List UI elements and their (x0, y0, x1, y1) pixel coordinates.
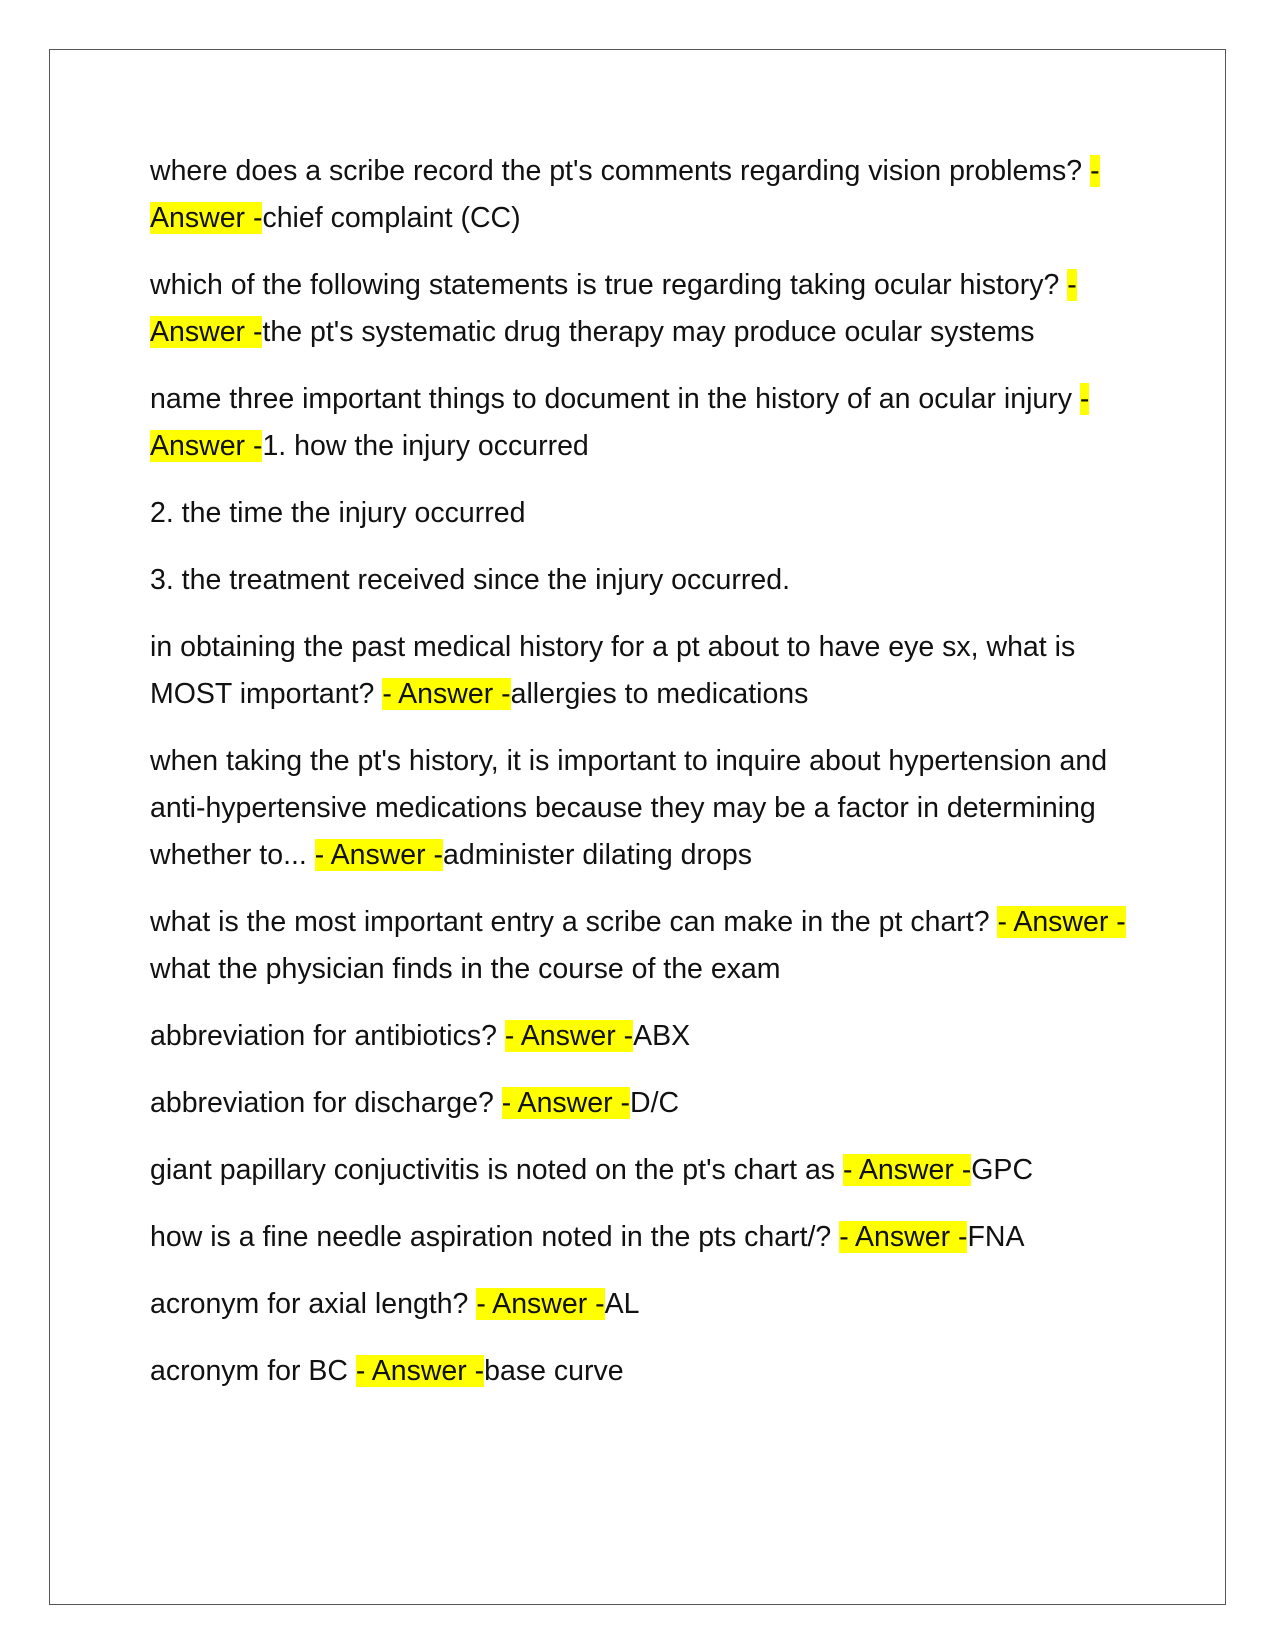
answer-marker: - Answer - (504, 1020, 634, 1052)
question-text: which of the following statements is true regarding taking ocular history? (150, 269, 1068, 301)
answer-text: AL (604, 1288, 640, 1320)
answer-marker: - Answer - (150, 269, 1077, 348)
answer-text: D/C (630, 1087, 680, 1119)
question-text: how is a fine needle aspiration noted in the pts chart/? (150, 1221, 840, 1253)
question-text: name three important things to document in the history of an ocular injury (150, 383, 1080, 415)
qa-item (150, 1080, 1130, 1127)
qa-item (150, 738, 1130, 879)
answer-marker: - Answer - (355, 1355, 485, 1387)
question-text: abbreviation for discharge? (150, 1087, 502, 1119)
answer-continuation: 3. the treatment received since the injury occurred. (150, 564, 790, 596)
question-text: when taking the pt's history, it is important to inquire about hypertension and anti-hypertensive medications because they may be a factor in determining whether to... (150, 745, 1108, 871)
answer-text: 1. how the injury occurred (262, 430, 589, 462)
qa-item (150, 1214, 1130, 1261)
answer-marker: - Answer - (997, 906, 1126, 938)
qa-item (150, 1348, 1130, 1395)
answer-marker: - Answer - (839, 1221, 968, 1253)
qa-item (150, 899, 1130, 993)
question-text: in obtaining the past medical history for a pt about to have eye sx, what is MOST important? (150, 631, 1076, 710)
answer-text: what the physician finds in the course of the exam (150, 953, 781, 985)
document-body (150, 148, 1130, 1415)
qa-item (150, 1147, 1130, 1194)
qa-item (150, 148, 1130, 242)
question-text: acronym for BC (150, 1355, 356, 1387)
answer-marker: - Answer - (314, 839, 444, 871)
question-text: where does a scribe record the pt's comments regarding vision problems? (150, 155, 1091, 187)
qa-item (150, 1281, 1130, 1328)
answer-text: GPC (971, 1154, 1034, 1186)
answer-marker: - Answer - (476, 1288, 605, 1320)
question-text: acronym for axial length? (150, 1288, 477, 1320)
answer-text: the pt's systematic drug therapy may produce ocular systems (262, 316, 1035, 348)
answer-marker: - Answer - (382, 678, 511, 710)
answer-marker: - Answer - (150, 155, 1100, 234)
answer-marker: - Answer - (842, 1154, 972, 1186)
answer-text: ABX (633, 1020, 691, 1052)
qa-item (150, 376, 1130, 470)
answer-text: administer dilating drops (443, 839, 752, 871)
answer-continuation: 2. the time the injury occurred (150, 497, 526, 529)
answer-text: chief complaint (CC) (262, 202, 521, 234)
answer-text: allergies to medications (510, 678, 809, 710)
answer-text: base curve (484, 1355, 624, 1387)
question-text: giant papillary conjuctivitis is noted on the pt's chart as (150, 1154, 843, 1186)
question-text: what is the most important entry a scribe can make in the pt chart? (150, 906, 998, 938)
qa-item (150, 1013, 1130, 1060)
qa-item (150, 624, 1130, 718)
qa-item (150, 262, 1130, 356)
answer-marker: - Answer - (150, 383, 1090, 462)
answer-marker: - Answer - (501, 1087, 630, 1119)
question-text: abbreviation for antibiotics? (150, 1020, 505, 1052)
answer-text: FNA (967, 1221, 1025, 1253)
